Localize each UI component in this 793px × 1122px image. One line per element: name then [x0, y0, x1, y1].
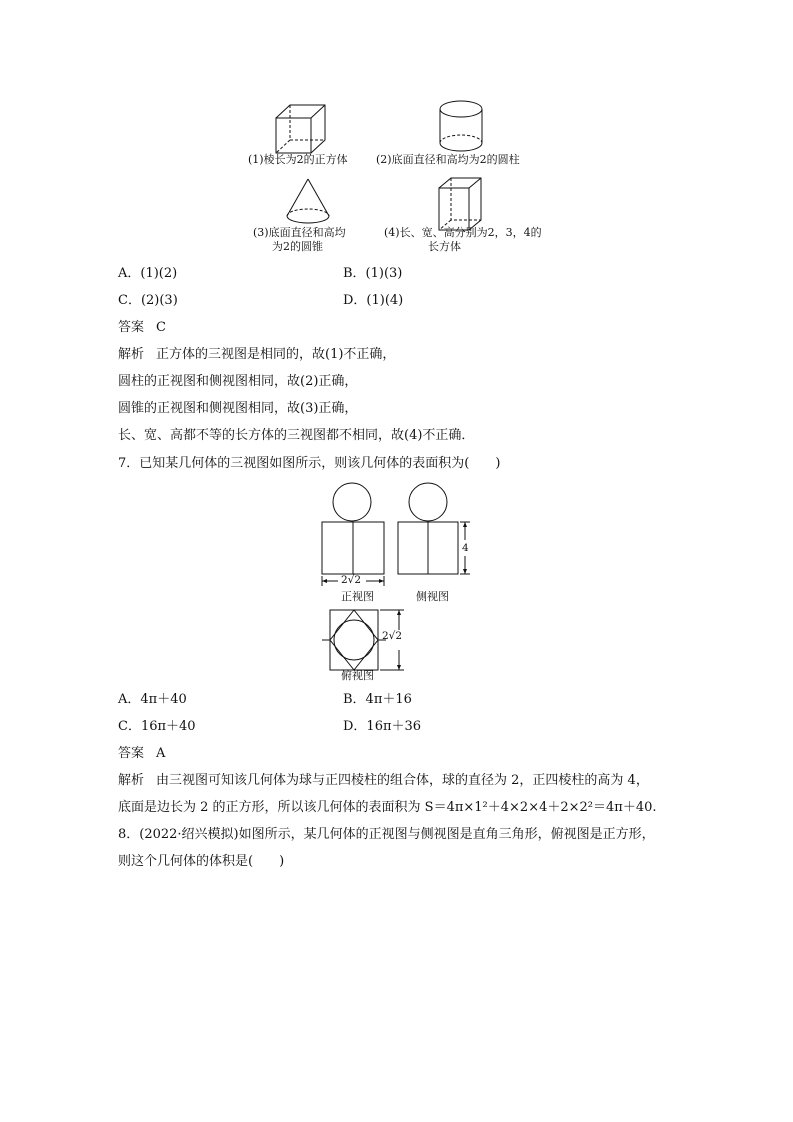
top-view-figure: [320, 608, 410, 678]
analysis-text: 由三视图可知该几何体为球与正四棱柱的组合体，球的直径为 2，正四棱柱的高为 4，: [156, 773, 649, 788]
q6-analysis-line-3: 圆锥的正视图和侧视图相同，故(3)正确，: [118, 401, 358, 416]
analysis-label: 解析: [118, 347, 145, 362]
q6-option-b: B．(1)(3): [343, 266, 403, 281]
q8-line-1: 8．(2022·绍兴模拟)如图所示，某几何体的正视图与侧视图是直角三角形，俯视图是正方形，: [118, 827, 655, 842]
q6-option-d: D．(1)(4): [343, 293, 404, 308]
q7-option-d: D．16π＋36: [343, 719, 422, 734]
analysis-label: 解析: [118, 773, 145, 788]
q6-answer: [118, 320, 166, 336]
q7-analysis-line-2: 底面是边长为 2 的正方形，所以该几何体的表面积为 S＝4π×1²＋4×2×4＋2×2²＝4π＋40.: [118, 800, 657, 815]
box-figure: [438, 177, 488, 233]
answer-label: 答案: [118, 746, 145, 761]
side-view-figure: [396, 482, 476, 582]
q7-option-a: A．4π＋40: [118, 692, 187, 707]
answer-value: A: [156, 746, 166, 761]
top-dim: 2√2: [382, 630, 403, 642]
caption-box-1: (4)长、宽、高分别为2，3，4的: [384, 226, 542, 239]
q7-option-c: C．16π＋40: [118, 719, 196, 734]
q6-analysis-line-2: 圆柱的正视图和侧视图相同，故(2)正确，: [118, 374, 358, 389]
front-view-label: 正视图: [341, 590, 374, 603]
caption-cube: (1)棱长为2的正方体: [248, 153, 348, 166]
analysis-text: 正方体的三视图是相同的，故(1)不正确，: [156, 347, 396, 362]
q7-option-b: B．4π＋16: [343, 692, 412, 707]
caption-box-2: 长方体: [428, 240, 461, 253]
side-view-label: 侧视图: [416, 590, 449, 603]
caption-cone-2: 为2的圆锥: [272, 240, 323, 253]
q8-line-2: 则这个几何体的体积是( ): [118, 854, 285, 869]
top-view-label: 俯视图: [341, 669, 374, 682]
q6-analysis-line-1: [118, 347, 395, 363]
cylinder-figure: [439, 99, 489, 155]
q6-analysis-line-4: 长、宽、高都不等的长方体的三视图都不相同，故(4)不正确．: [118, 428, 475, 443]
q6-option-c: C．(2)(3): [118, 293, 178, 308]
answer-value: C: [156, 320, 166, 335]
side-dim-height: 4: [462, 542, 469, 554]
cone-figure: [286, 178, 336, 226]
q7-answer: [118, 746, 165, 762]
q7-analysis-line-1: [118, 773, 649, 789]
caption-cone-1: (3)底面直径和高均: [253, 226, 346, 239]
answer-label: 答案: [118, 320, 145, 335]
q6-option-a: A．(1)(2): [118, 266, 178, 281]
front-dim-width: 2√2: [341, 574, 362, 586]
caption-cylinder: (2)底面直径和高均为2的圆柱: [376, 153, 520, 166]
q7-question: 7．已知某几何体的三视图如图所示，则该几何体的表面积为( ): [118, 456, 501, 471]
cube-figure: [275, 104, 335, 154]
